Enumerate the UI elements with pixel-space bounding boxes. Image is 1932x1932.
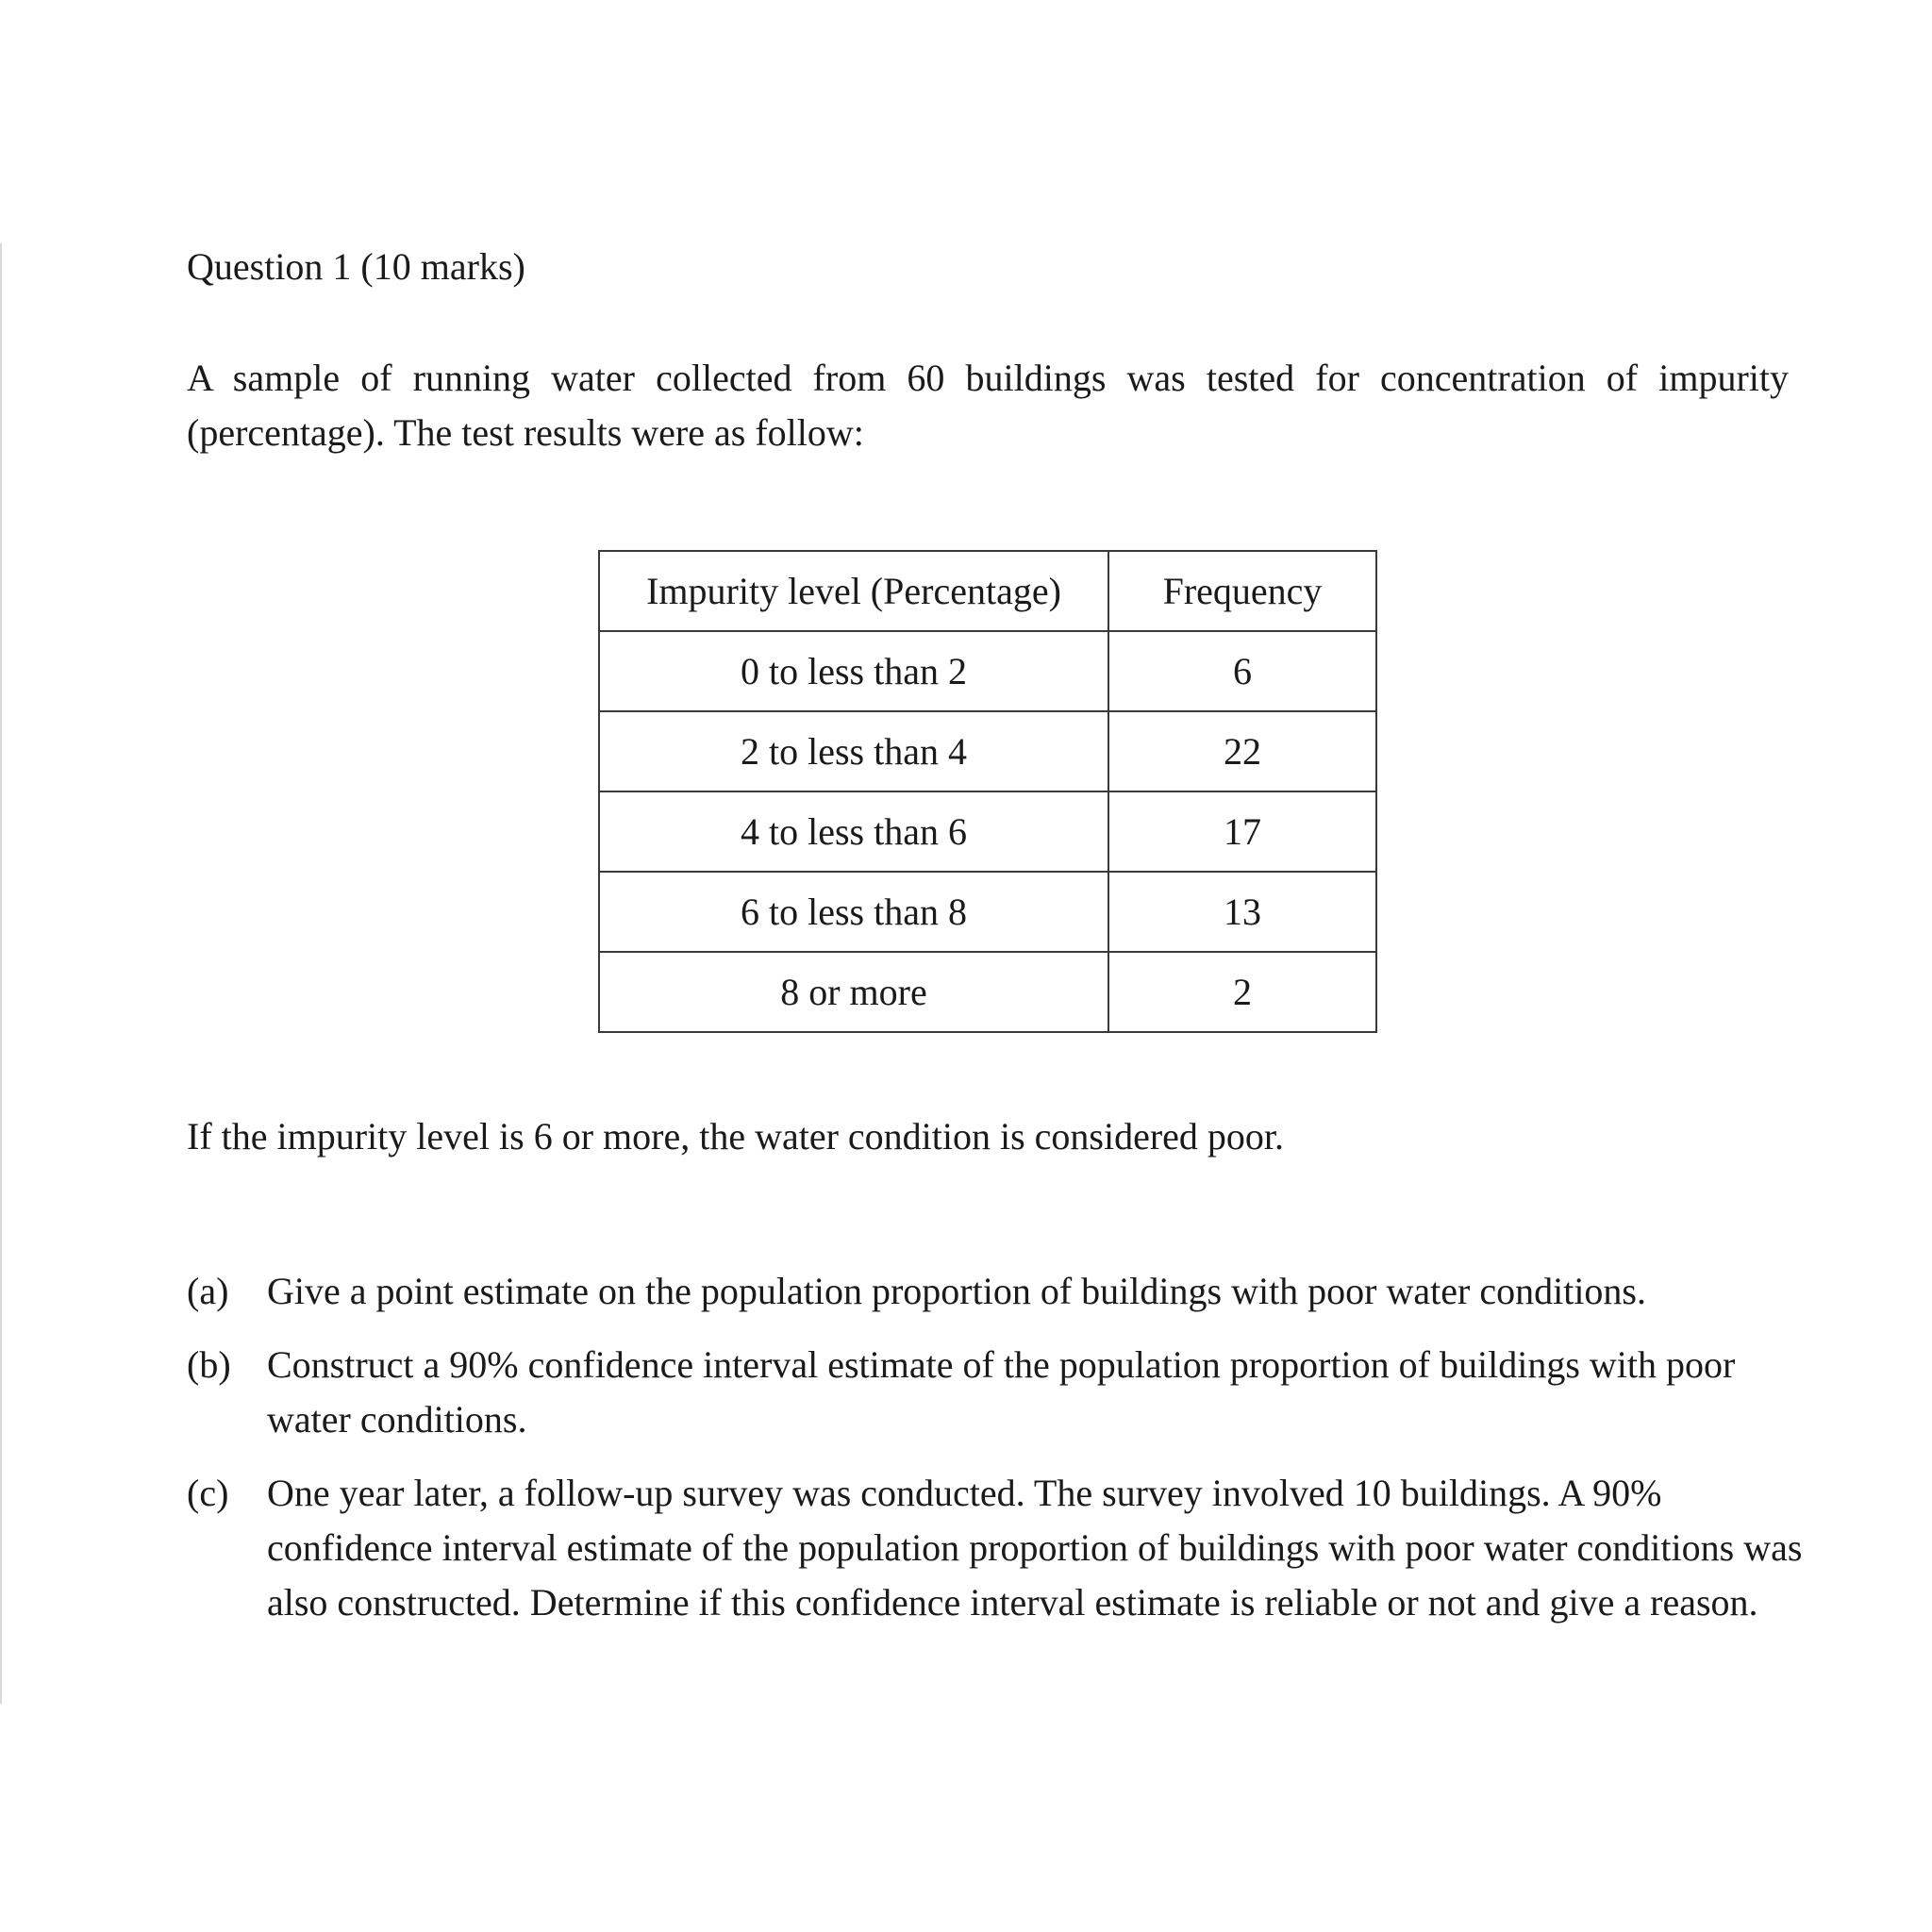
- impurity-level-cell: 6 to less than 8: [599, 872, 1108, 952]
- table-row: [599, 631, 1376, 711]
- question-part-a: [187, 1264, 1809, 1319]
- question-part-b: [187, 1338, 1809, 1447]
- frequency-cell: 13: [1108, 872, 1376, 952]
- frequency-cell: 22: [1108, 711, 1376, 791]
- table-row: [599, 791, 1376, 872]
- part-text: One year later, a follow-up survey was conducted. The survey involved 10 buildings. A 90% confidence interval estimate of the population proportion of buildings with poor water conditions was also constructed. Determine if this confidence interval estimate is reliable or not and give a reason.: [267, 1472, 1803, 1624]
- impurity-level-cell: 2 to less than 4: [599, 711, 1108, 791]
- part-label: (b): [187, 1343, 231, 1386]
- part-label: (a): [187, 1270, 229, 1312]
- column-header-impurity-level: Impurity level (Percentage): [599, 551, 1108, 631]
- impurity-level-cell: 8 or more: [599, 952, 1108, 1032]
- impurity-level-cell: 4 to less than 6: [599, 791, 1108, 872]
- table-row: [599, 872, 1376, 952]
- table-row: [599, 952, 1376, 1032]
- frequency-cell: 2: [1108, 952, 1376, 1032]
- part-text: Give a point estimate on the population proportion of buildings with poor water conditions.: [267, 1270, 1646, 1312]
- frequency-cell: 17: [1108, 791, 1376, 872]
- table-header-row: [599, 551, 1376, 631]
- frequency-cell: 6: [1108, 631, 1376, 711]
- question-parts: [187, 1264, 1809, 1649]
- impurity-level-cell: 0 to less than 2: [599, 631, 1108, 711]
- column-header-frequency: Frequency: [1108, 551, 1376, 631]
- table-row: [599, 711, 1376, 791]
- part-text: Construct a 90% confidence interval estimate of the population proportion of buildings with poor water conditions.: [267, 1343, 1736, 1441]
- question-title: Question 1 (10 marks): [187, 245, 525, 288]
- poor-condition-note: If the impurity level is 6 or more, the water condition is considered poor.: [187, 1115, 1285, 1158]
- question-part-c: [187, 1466, 1809, 1630]
- frequency-table: [598, 550, 1377, 1033]
- page-edge-divider: [0, 243, 2, 1704]
- question-intro: A sample of running water collected from 60 buildings was tested for concentration of impurity (percentage). The test results were as follow:: [187, 357, 1789, 454]
- part-label: (c): [187, 1472, 229, 1514]
